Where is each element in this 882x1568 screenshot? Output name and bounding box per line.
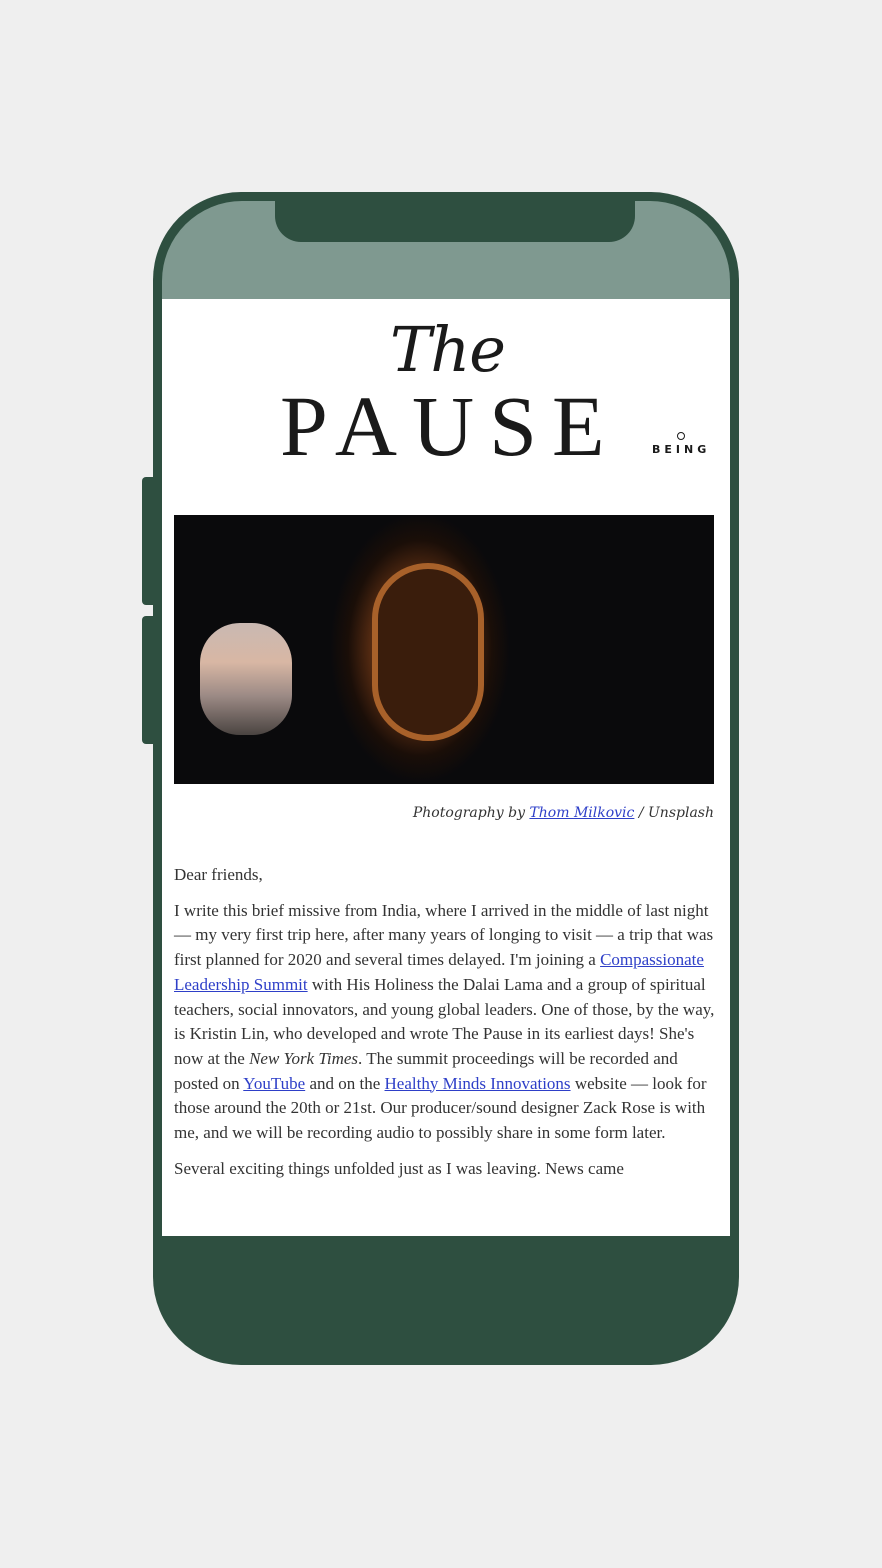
caption-suffix: / Unsplash: [634, 805, 714, 821]
youtube-link[interactable]: YouTube: [243, 1073, 306, 1093]
phone-frame: [153, 192, 739, 1365]
p1-text-c: . The summit proceedings will be recorded and posted on: [174, 1048, 678, 1093]
greeting: Dear friends,: [174, 865, 263, 884]
p1-text-d: and on the: [305, 1073, 385, 1093]
logo-the: The: [390, 313, 505, 386]
masthead: [162, 299, 730, 509]
logo-pause: PAUSE: [280, 378, 620, 474]
healthy-minds-link[interactable]: Healthy Minds Innovations: [384, 1073, 571, 1093]
paragraph-2: Several exciting things unfolded just as I was leaving. News came: [174, 1158, 624, 1178]
summit-link[interactable]: Compassionate Leadership Summit: [174, 950, 704, 994]
photo-caption: [413, 805, 714, 821]
nyt-emphasis: New York Times: [249, 1048, 359, 1068]
p1-text-a: I write this brief missive from India, where I arrived in the middle of last night — my very first trip here, after many years of longing to visit — a trip that was first planned for 2020 and several times delayed. I'm joining a: [174, 900, 714, 970]
being-logo: [652, 432, 710, 456]
being-circle-icon: [677, 432, 685, 440]
caption-prefix: Photography by: [412, 805, 530, 821]
window-glass: [200, 623, 292, 735]
paragraph-1: [174, 899, 716, 1146]
airplane-window-icon: [372, 563, 484, 741]
being-logo-text: BEING: [652, 443, 711, 456]
email-content[interactable]: [162, 299, 730, 1236]
hero-image: [174, 515, 714, 784]
phone-notch: [275, 201, 635, 242]
letter-body: [174, 863, 716, 1192]
p1-text-b: with His Holiness the Dalai Lama and a group of spiritual teachers, social innovators, and young global leaders. One of those, by the way, is Kristin Lin, who developed and wrote The Pause in its earliest days! She's now at the: [174, 974, 715, 1068]
photographer-link[interactable]: Thom Milkovic: [529, 805, 635, 821]
p1-text-e: website — look for those around the 20th or 21st. Our producer/sound designer Zack Rose is with me, and we will be recording audio to possibly share in some form later.: [174, 1073, 707, 1143]
